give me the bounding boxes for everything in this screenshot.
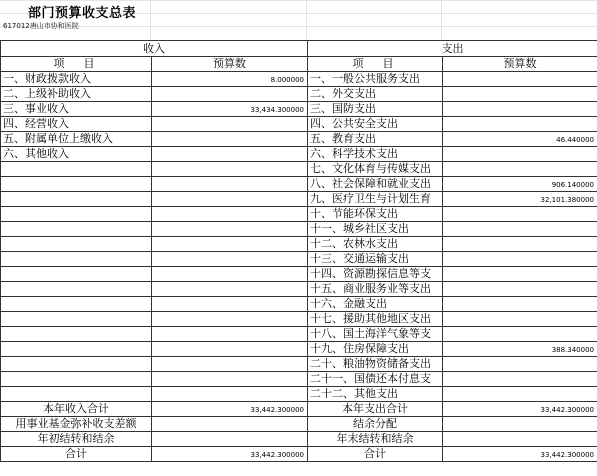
income-value-cell[interactable] — [152, 387, 308, 402]
expense-item-cell[interactable]: 十九、住房保障支出 — [308, 342, 443, 357]
income-value-cell[interactable] — [152, 237, 308, 252]
expense-item-cell[interactable]: 十一、城乡社区支出 — [308, 222, 443, 237]
income-summary-label[interactable]: 合计 — [1, 447, 152, 462]
income-item-cell[interactable]: 三、事业收入 — [1, 102, 152, 117]
expense-value-cell[interactable] — [443, 222, 597, 237]
table-row — [1, 357, 597, 372]
income-summary-label[interactable]: 用事业基金弥补收支差额 — [1, 417, 152, 432]
income-value-cell[interactable] — [152, 192, 308, 207]
income-section-header[interactable]: 收入 — [1, 41, 308, 57]
expense-summary-value[interactable]: 33,442.300000 — [443, 447, 597, 462]
table-row — [1, 222, 597, 237]
income-value-cell[interactable] — [152, 162, 308, 177]
expense-item-cell[interactable]: 六、科学技术支出 — [308, 147, 443, 162]
expense-value-cell[interactable] — [443, 102, 597, 117]
income-item-cell[interactable]: 六、其他收入 — [1, 147, 152, 162]
expense-item-header[interactable]: 项 目 — [308, 57, 443, 72]
table-row — [1, 342, 597, 357]
income-item-cell[interactable] — [1, 207, 152, 222]
budget-table — [0, 40, 597, 462]
expense-value-cell[interactable] — [443, 327, 597, 342]
expense-item-cell[interactable]: 十三、交通运输支出 — [308, 252, 443, 267]
table-row — [1, 102, 597, 117]
expense-value-cell[interactable] — [443, 252, 597, 267]
expense-value-cell[interactable] — [443, 282, 597, 297]
income-budget-header[interactable]: 预算数 — [152, 57, 308, 72]
income-item-cell[interactable] — [1, 222, 152, 237]
table-row — [1, 267, 597, 282]
expense-item-cell[interactable]: 十七、援助其他地区支出 — [308, 312, 443, 327]
income-value-cell[interactable] — [152, 312, 308, 327]
expense-value-cell[interactable] — [443, 312, 597, 327]
table-row — [1, 282, 597, 297]
income-value-cell[interactable] — [152, 282, 308, 297]
income-value-cell[interactable] — [152, 87, 308, 102]
expense-value-cell[interactable] — [443, 72, 597, 87]
expense-section-header[interactable]: 支出 — [308, 41, 597, 57]
expense-item-cell[interactable]: 十、节能环保支出 — [308, 207, 443, 222]
expense-value-cell[interactable] — [443, 237, 597, 252]
expense-summary-label[interactable]: 年末结转和结余 — [308, 432, 443, 447]
expense-value-cell[interactable] — [443, 267, 597, 282]
expense-summary-value[interactable]: 33,442.300000 — [443, 402, 597, 417]
expense-item-cell[interactable]: 二十二、其他支出 — [308, 387, 443, 402]
expense-value-cell[interactable] — [443, 372, 597, 387]
unit-name: 617012唐山市协和医院 — [3, 22, 79, 30]
table-row — [1, 252, 597, 267]
expense-item-cell[interactable]: 八、社会保障和就业支出 — [308, 177, 443, 192]
table-row — [1, 207, 597, 222]
income-item-cell[interactable] — [1, 192, 152, 207]
grid-line — [150, 0, 151, 40]
income-item-cell[interactable] — [1, 297, 152, 312]
income-item-cell[interactable] — [1, 177, 152, 192]
expense-value-cell[interactable] — [443, 147, 597, 162]
income-summary-value[interactable] — [152, 432, 308, 447]
grid-line — [306, 0, 307, 40]
expense-value-cell[interactable] — [443, 117, 597, 132]
income-value-cell[interactable] — [152, 267, 308, 282]
table-row — [1, 297, 597, 312]
income-summary-label[interactable]: 年初结转和结余 — [1, 432, 152, 447]
income-item-cell[interactable]: 五、附属单位上缴收入 — [1, 132, 152, 147]
income-value-cell[interactable] — [152, 207, 308, 222]
expense-item-cell[interactable]: 七、文化体育与传媒支出 — [308, 162, 443, 177]
income-value-cell[interactable]: 8.000000 — [152, 72, 308, 87]
expense-value-cell[interactable] — [443, 162, 597, 177]
summary-row — [1, 402, 597, 417]
income-value-cell[interactable] — [152, 252, 308, 267]
table-row — [1, 327, 597, 342]
table-row — [1, 162, 597, 177]
expense-item-cell[interactable]: 一、一般公共服务支出 — [308, 72, 443, 87]
expense-value-cell[interactable]: 388.340000 — [443, 342, 597, 357]
summary-row — [1, 417, 597, 432]
income-value-cell[interactable] — [152, 327, 308, 342]
income-item-cell[interactable]: 四、经营收入 — [1, 117, 152, 132]
expense-value-cell[interactable] — [443, 357, 597, 372]
page-title: 部门预算收支总表 — [28, 6, 137, 21]
expense-item-cell[interactable]: 二、外交支出 — [308, 87, 443, 102]
expense-item-cell[interactable]: 十五、商业服务业等支出 — [308, 282, 443, 297]
income-item-cell[interactable] — [1, 372, 152, 387]
table-row — [1, 387, 597, 402]
table-row — [1, 237, 597, 252]
income-value-cell[interactable] — [152, 147, 308, 162]
expense-item-cell[interactable]: 十八、国土海洋气象等支 — [308, 327, 443, 342]
expense-value-cell[interactable] — [443, 297, 597, 312]
section-header-row — [1, 41, 597, 57]
expense-summary-label[interactable]: 结余分配 — [308, 417, 443, 432]
income-summary-label[interactable]: 本年收入合计 — [1, 402, 152, 417]
expense-value-cell[interactable]: 32,101.380000 — [443, 192, 597, 207]
table-row — [1, 132, 597, 147]
income-item-cell[interactable] — [1, 282, 152, 297]
expense-item-cell[interactable]: 五、教育支出 — [308, 132, 443, 147]
summary-row — [1, 432, 597, 447]
table-row — [1, 147, 597, 162]
expense-value-cell[interactable]: 46.440000 — [443, 132, 597, 147]
expense-item-cell[interactable]: 十二、农林水支出 — [308, 237, 443, 252]
expense-value-cell[interactable] — [443, 387, 597, 402]
income-value-cell[interactable] — [152, 297, 308, 312]
summary-row — [1, 447, 597, 462]
income-value-cell[interactable] — [152, 357, 308, 372]
income-item-cell[interactable] — [1, 387, 152, 402]
grid-line — [441, 0, 442, 40]
income-item-cell[interactable]: 二、上级补助收入 — [1, 87, 152, 102]
income-item-cell[interactable] — [1, 327, 152, 342]
income-value-cell[interactable] — [152, 222, 308, 237]
expense-item-cell[interactable]: 二十、粮油物资储备支出 — [308, 357, 443, 372]
expense-value-cell[interactable] — [443, 207, 597, 222]
income-summary-value[interactable]: 33,442.300000 — [152, 402, 308, 417]
income-summary-value[interactable]: 33,442.300000 — [152, 447, 308, 462]
income-item-cell[interactable] — [1, 267, 152, 282]
income-item-cell[interactable] — [1, 252, 152, 267]
table-row — [1, 72, 597, 87]
expense-item-cell[interactable]: 二十一、国债还本付息支 — [308, 372, 443, 387]
income-item-cell[interactable] — [1, 342, 152, 357]
income-value-cell[interactable] — [152, 342, 308, 357]
income-value-cell[interactable] — [152, 132, 308, 147]
expense-item-cell[interactable]: 四、公共安全支出 — [308, 117, 443, 132]
expense-summary-label[interactable]: 合计 — [308, 447, 443, 462]
expense-item-cell[interactable]: 三、国防支出 — [308, 102, 443, 117]
expense-summary-label[interactable]: 本年支出合计 — [308, 402, 443, 417]
expense-summary-value[interactable] — [443, 417, 597, 432]
income-item-header[interactable]: 项 目 — [1, 57, 152, 72]
grid-line — [0, 0, 597, 1]
income-item-cell[interactable]: 一、财政拨款收入 — [1, 72, 152, 87]
table-row — [1, 87, 597, 102]
income-item-cell[interactable] — [1, 357, 152, 372]
income-item-cell[interactable] — [1, 312, 152, 327]
table-row — [1, 192, 597, 207]
grid-line — [0, 26, 597, 27]
expense-item-cell[interactable]: 九、医疗卫生与计划生育 — [308, 192, 443, 207]
expense-item-cell[interactable]: 十四、资源勘探信息等支 — [308, 267, 443, 282]
income-value-cell[interactable] — [152, 177, 308, 192]
expense-item-cell[interactable]: 十六、金融支出 — [308, 297, 443, 312]
table-row — [1, 177, 597, 192]
table-row — [1, 372, 597, 387]
income-value-cell[interactable] — [152, 372, 308, 387]
income-value-cell[interactable] — [152, 117, 308, 132]
income-item-cell[interactable] — [1, 237, 152, 252]
table-row — [1, 312, 597, 327]
column-header-row — [1, 57, 597, 72]
table-row — [1, 117, 597, 132]
income-value-cell[interactable]: 33,434.300000 — [152, 102, 308, 117]
expense-budget-header[interactable]: 预算数 — [443, 57, 597, 72]
income-item-cell[interactable] — [1, 162, 152, 177]
expense-value-cell[interactable]: 906.140000 — [443, 177, 597, 192]
income-summary-value[interactable] — [152, 417, 308, 432]
expense-summary-value[interactable] — [443, 432, 597, 447]
expense-value-cell[interactable] — [443, 87, 597, 102]
